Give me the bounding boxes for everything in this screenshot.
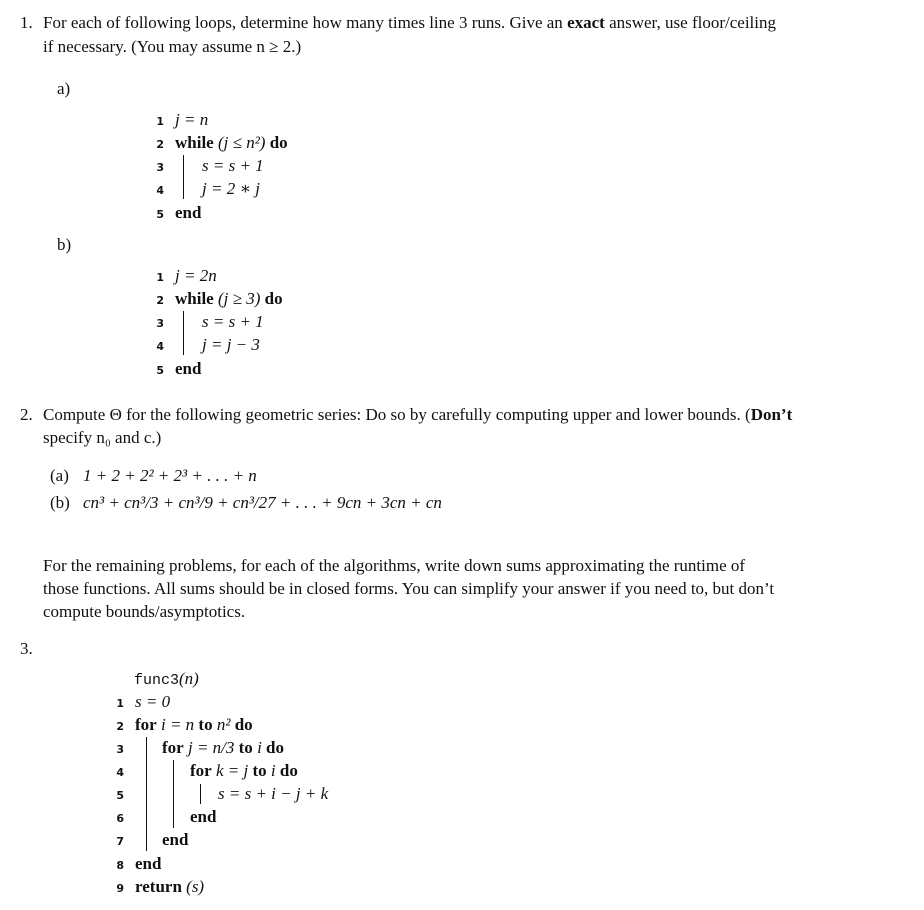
q1a-line-number: 5: [156, 208, 164, 221]
kw-to: to: [238, 738, 253, 757]
q2-text-line1: [43, 405, 792, 425]
kw-end: end: [175, 359, 202, 378]
kw-do: do: [234, 715, 253, 734]
q3-line-number: 9: [116, 882, 124, 895]
q1a-line-number: 1: [156, 115, 164, 128]
kw-to: to: [252, 761, 267, 780]
q1a-line-number: 3: [156, 161, 164, 174]
q3-inner-loop-bar: [200, 784, 201, 804]
kw-do: do: [269, 133, 288, 152]
q3-middle-loop-bar: [173, 760, 174, 828]
q3-number: 3.: [20, 639, 33, 658]
q1b-line-number: 1: [156, 271, 164, 284]
q1-text-line2: if necessary. (You may assume n ≥ 2.): [43, 37, 302, 56]
q3-line5-code: s = s + i − j + k: [218, 784, 329, 803]
q1b-line-number: 5: [156, 364, 164, 377]
q1b-line-number: 4: [156, 340, 164, 353]
kw-while: while: [175, 133, 214, 152]
q3-return-value: (s): [181, 877, 205, 896]
q2b-label: (b): [50, 493, 70, 512]
q3-line-number: 1: [116, 697, 124, 710]
q1-text-start: For each of following loops, determine how many times line 3 runs. Give an: [43, 13, 568, 32]
kw-do: do: [279, 761, 298, 780]
kw-for: for: [162, 738, 184, 757]
q3-func-header: [134, 669, 199, 689]
q2-text-start: Compute Θ for the following geometric series: Do so by carefully computing upper and lower bounds. (: [43, 405, 751, 424]
q3-func-arg: (n): [179, 669, 199, 688]
kw-to: to: [198, 715, 213, 734]
q3-line1-code: s = 0: [135, 692, 171, 711]
kw-end: end: [190, 807, 217, 826]
q3-line-number: 3: [116, 743, 124, 756]
kw-for: for: [135, 715, 157, 734]
kw-return: return: [135, 877, 182, 896]
kw-while: while: [175, 289, 214, 308]
q2-text-line2: specify n₀ and c.): [43, 428, 162, 447]
q1b-line2-cond: (j ≥ 3): [213, 289, 265, 308]
q3-line4-bound: i: [266, 761, 280, 780]
q1a-line2-code: [175, 133, 288, 153]
q3-line-number: 4: [116, 766, 124, 779]
q1a-line3-code: s = s + 1: [202, 156, 264, 175]
q1b-line2-code: [175, 289, 283, 309]
q1b-line-number: 2: [156, 294, 164, 307]
q3-line2-bound: n²: [212, 715, 235, 734]
q1b-loop-bar: [183, 311, 184, 355]
q3-line3-var: j = n/3: [183, 738, 239, 757]
kw-for: for: [190, 761, 212, 780]
remaining-text-line3: compute bounds/asymptotics.: [43, 602, 246, 621]
kw-do: do: [266, 738, 285, 757]
q2-text-dont: Don’t: [750, 405, 793, 424]
q1a-loop-bar: [183, 155, 184, 199]
q3-line3-bound: i: [252, 738, 267, 757]
kw-do: do: [264, 289, 283, 308]
remaining-text-line2: those functions. All sums should be in closed forms. You can simplify your answer if you need to, but don’t: [43, 579, 775, 598]
q1a-line1-code: j = n: [175, 110, 209, 129]
q3-line4-var: k = j: [211, 761, 253, 780]
q3-outer-loop-bar: [146, 737, 147, 851]
q3-func-name: func3: [134, 672, 180, 689]
q1-text-line1: [43, 13, 776, 33]
q3-line-number: 2: [116, 720, 124, 733]
q1-text-end: answer, use floor/ceiling: [604, 13, 776, 32]
q1a-label: a): [57, 79, 71, 98]
q1a-line4-code: j = 2 ∗ j: [202, 179, 260, 198]
q3-line-number: 7: [116, 835, 124, 848]
q1-text-exact: exact: [567, 13, 605, 32]
q1b-line1-code: j = 2n: [175, 266, 217, 285]
q2a-expression: 1 + 2 + 2² + 2³ + . . . + n: [83, 466, 257, 485]
q1a-line2-cond: (j ≤ n²): [213, 133, 270, 152]
q3-line-number: 6: [116, 812, 124, 825]
q3-line9-code: [135, 877, 204, 897]
q3-line2-var: i = n: [156, 715, 199, 734]
q3-line4-code: [190, 761, 298, 781]
q3-line-number: 5: [116, 789, 124, 802]
q1a-line-number: 4: [156, 184, 164, 197]
q3-line2-code: [135, 715, 253, 735]
kw-end: end: [175, 203, 202, 222]
q2b-expression: cn³ + cn³/3 + cn³/9 + cn³/27 + . . . + 9cn + 3cn + cn: [83, 493, 442, 512]
kw-end: end: [135, 854, 162, 873]
q1b-line4-code: j = j − 3: [202, 335, 260, 354]
q1b-label: b): [57, 235, 72, 254]
q3-line3-code: [162, 738, 284, 758]
q1b-line3-code: s = s + 1: [202, 312, 264, 331]
q1-number: 1.: [20, 13, 33, 32]
q3-line-number: 8: [116, 859, 124, 872]
q2-number: 2.: [20, 405, 33, 424]
q1a-line-number: 2: [156, 138, 164, 151]
kw-end: end: [162, 830, 189, 849]
remaining-text-line1: For the remaining problems, for each of the algorithms, write down sums approximating the runtime of: [43, 556, 746, 575]
q1b-line-number: 3: [156, 317, 164, 330]
q2a-label: (a): [50, 466, 69, 485]
